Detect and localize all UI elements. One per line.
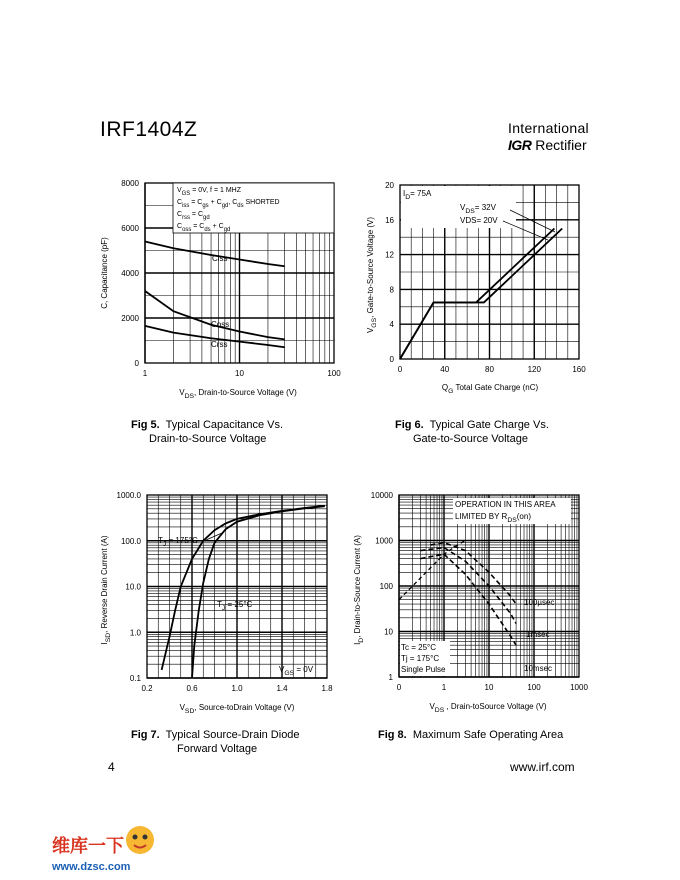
y-tick-label: 10 [384,627,393,637]
label-text: , Source-toDrain Voltage (V) [194,703,295,712]
label-text: = 25°C [225,600,253,609]
label-subscript: SD [105,632,112,643]
x-tick-label: 160 [572,365,586,374]
label-text: = C [191,223,205,230]
label-subscript: ds [204,227,211,233]
label-text: Total Gate Charge (nC) [453,383,539,392]
label-subscript: SD [184,708,195,715]
annotation [401,643,436,652]
y-axis-label [100,535,112,644]
label-text: Crss [211,340,228,349]
label-text: V [179,388,185,397]
label-subscript: J [162,541,167,548]
label-subscript: gd [221,203,229,209]
y-tick-label: 2000 [121,314,139,323]
watermark-logo [48,822,188,874]
fig6-caption [395,418,549,446]
fig7-chart [100,491,333,715]
label-text: , Gate-to-Source Voltage (V) [366,216,375,318]
label-subscript: ds [237,203,244,209]
label-subscript: J [221,605,226,612]
fig5-label: Fig 5. [131,419,160,431]
fig8-label: Fig 8. [378,729,407,741]
y-tick-label: 8000 [121,179,139,188]
label-text: C [177,211,183,218]
y-tick-label: 1000.0 [116,491,141,500]
part-number: IRF1404Z [100,118,198,141]
brand-rectifier-text: Rectifier [535,137,587,153]
label-subscript: D [358,637,365,643]
annotation [526,630,550,639]
y-tick-label: 0 [134,359,139,368]
label-text: V [460,203,466,212]
y-tick-label: 100 [379,582,393,591]
label-text: Single Pulse [401,665,446,674]
annotation [401,665,446,674]
label-text: I [353,642,362,645]
y-tick-label: 1000 [375,536,393,546]
series-line-0 [162,506,325,670]
label-text: V [177,187,182,194]
annotation [524,664,552,673]
label-text: Tj = 175°C [401,654,440,663]
annotation [401,654,439,663]
y-tick-label: 4 [389,320,394,330]
footer-url[interactable]: www.irf.com [510,760,575,774]
label-text: Tc = 25°C [401,643,436,652]
x-axis-label [429,702,546,714]
x-tick-label: 1.4 [276,684,288,693]
fig7-label: Fig 7. [131,729,160,741]
label-text: = 0V, f = 1 MHZ [190,187,241,194]
label-text: + C [210,223,224,230]
watermark-graphic [48,822,188,874]
x-tick-label: 1 [441,683,447,692]
series-line-1 [430,543,516,605]
label-text: V [179,703,185,712]
annotation [455,500,556,509]
watermark-cn-text: 维库一下 [52,836,124,857]
label-text: = 75A [410,189,432,198]
y-axis-label [353,535,365,645]
x-tick-label: 1 [142,369,148,378]
label-text: = 0V [294,665,314,674]
x-tick-label: 0.6 [186,684,198,693]
series-line-0 [400,229,562,360]
label-text: C [177,223,183,230]
label-text: T [217,600,222,609]
label-text: = C [189,211,204,218]
label-subscript: gs [202,203,209,209]
label-subscript: iss [182,203,190,209]
label-text: V [279,665,285,674]
watermark-url: www.dzsc.com [52,861,131,873]
fig6-chart [366,181,586,395]
fig5-caption-line2: Drain-to-Source Voltage [149,433,267,445]
label-text: V [429,702,435,711]
label-text: , C [228,199,238,206]
label-text: T [158,536,163,545]
y-axis-label [366,217,378,333]
fig7-caption-line2: Forward Voltage [177,743,258,755]
fig5-caption-line1: Typical Capacitance Vs. [165,419,284,431]
x-tick-label: 80 [485,365,494,374]
label-text: = C [189,199,203,206]
x-tick-label: 1.8 [321,684,333,693]
label-text: 10msec [524,664,553,673]
series-label [211,320,229,329]
fig7-caption-line1: Typical Source-Drain Diode [165,729,300,741]
label-text: SHORTED [243,199,280,206]
label-text: Ciss [212,254,228,263]
x-tick-label: 0.2 [141,684,153,693]
annotation [279,665,314,677]
fig8-caption-line1: Maximum Safe Operating Area [412,729,564,741]
series-line-1 [400,229,554,360]
x-tick-label: 1000 [570,683,588,692]
x-tick-label: 100 [527,683,541,692]
label-subscript: GS [181,191,191,197]
y-tick-label: 12 [385,250,394,260]
label-text: V [366,327,375,334]
fig7-caption [131,728,300,756]
label-text: , Drain-toSource Voltage (V) [444,702,547,711]
label-subscript: GS [284,670,295,677]
series-label [211,340,227,349]
page-number: 4 [108,760,115,774]
label-subscript: GS [371,317,378,328]
x-tick-label: 0 [396,683,402,692]
label-text: , Drain-to-Source Voltage (V) [194,388,297,397]
annotation [524,598,554,607]
fig8-chart [353,491,588,714]
label-subscript: gd [223,227,231,233]
y-tick-label: 100.0 [120,536,141,546]
series-label [212,254,228,263]
y-tick-label: 8 [389,285,394,295]
label-text: 100µsec [524,598,555,607]
label-text: Coss [211,320,230,329]
label-subscript: G [448,388,454,395]
ir-logo: IGR [508,137,532,153]
label-text: OPERATION IN THIS AREA [455,500,556,509]
label-subscript: DS [507,517,517,524]
label-subscript: DS [465,208,475,215]
label-subscript: rss [182,215,190,221]
x-tick-label: 10 [235,369,244,378]
brand-name: International [508,120,589,136]
y-tick-label: 10000 [370,491,393,500]
label-text: , Reverse Drain Current (A) [100,535,109,633]
label-text: + C [208,199,222,206]
label-text: VDS= 20V [460,216,498,225]
y-axis-label: C, Capacitance (pF) [100,237,109,309]
fig6-caption-line1: Typical Gate Charge Vs. [429,419,549,431]
label-text: LIMITED BY R [455,512,508,521]
y-tick-label: 4000 [121,269,139,278]
x-tick-label: 10 [484,683,494,692]
y-tick-label: 1 [388,673,393,682]
label-text: I [403,189,406,198]
label-text: Q [441,383,449,392]
label-text: C [177,199,183,206]
y-tick-label: 1.0 [129,628,141,638]
mascot-icon [126,826,154,854]
series-line-1 [145,291,285,339]
x-tick-label: 100 [327,369,341,378]
x-tick-label: 1.0 [231,684,243,693]
label-subscript: gd [203,215,210,221]
label-text: (on) [516,512,531,521]
label-subscript: DS [434,707,445,714]
label-subscript: D [405,194,411,201]
label-text: 1msec [526,630,550,639]
x-axis-label [180,703,295,715]
label-text: = 175°C [166,536,198,545]
fig6-label: Fig 6. [395,419,424,431]
x-tick-label: 40 [440,365,450,374]
y-tick-label: 0 [389,355,394,364]
fig6-caption-line2: Gate-to-Source Voltage [413,433,528,445]
label-text: I [100,642,109,645]
x-axis-label [179,388,297,400]
fig5-caption [131,418,283,446]
annotation [460,216,498,225]
y-tick-label: 0.1 [129,674,141,683]
label-subscript: oss [182,227,192,233]
y-tick-label: 16 [385,215,394,225]
y-tick-label: 6000 [121,224,139,233]
fig5-chart [100,179,341,400]
label-text: = 32V [474,203,496,212]
label-text: , Drain-to-Source Current (A) [353,535,362,638]
fig8-caption [378,728,563,742]
x-tick-label: 120 [527,365,541,374]
y-tick-label: 20 [385,181,394,190]
y-tick-label: 10.0 [125,582,141,592]
leader-line [510,210,555,232]
x-tick-label: 0 [397,365,403,374]
x-axis-label [442,383,539,395]
label-subscript: DS [184,393,195,400]
